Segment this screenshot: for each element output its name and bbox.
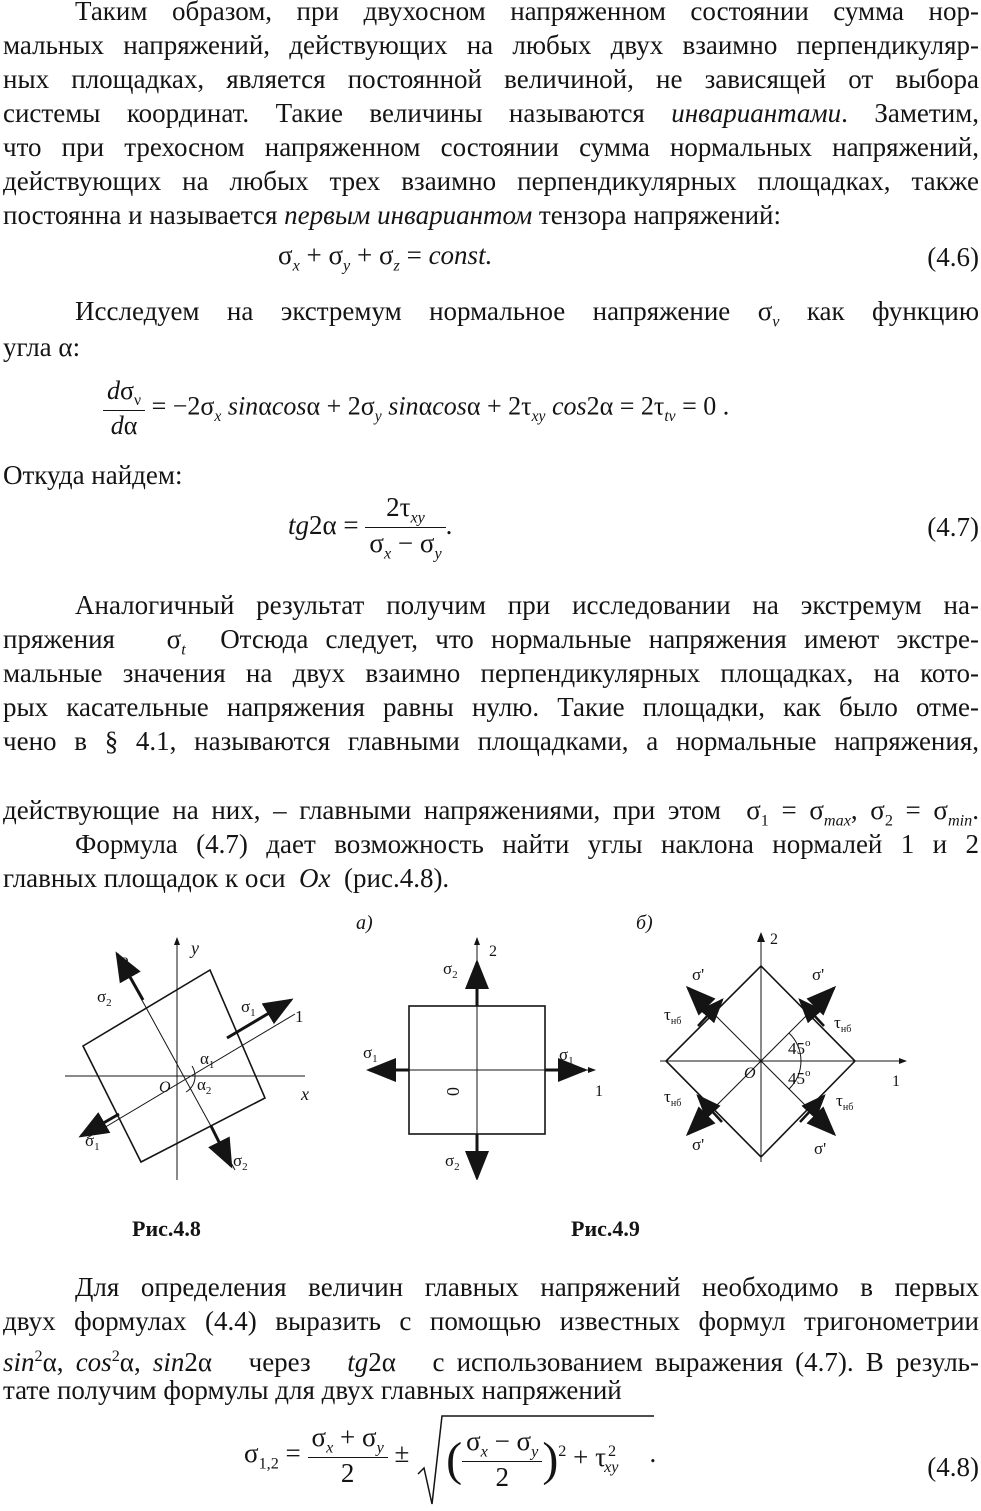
svg-text:σ': σ' bbox=[814, 1139, 827, 1158]
svg-text:45o: 45$^o$ bbox=[788, 1067, 811, 1088]
svg-text:x: x bbox=[301, 1084, 309, 1104]
para4-line6-text: действующие на них, – главными напряжениями, при этом bbox=[3, 795, 721, 825]
para6-line4: тате получим формулы для двух главных напряжений bbox=[3, 1375, 622, 1405]
sigma-nu-symbol: $\sigma_\nu$ bbox=[757, 296, 780, 331]
sigma1-arrow-right bbox=[227, 1000, 291, 1038]
svg-text:σ2: $\sigma_2$ bbox=[97, 987, 112, 1009]
para2-line1-text: Исследуем на экстремум нормальное напряжение bbox=[75, 296, 731, 326]
axis-ox: Ox bbox=[299, 863, 331, 893]
term-first-invariant: первым инвариантом bbox=[284, 200, 533, 230]
equation-4-8-number: (4.8) bbox=[927, 1452, 979, 1482]
para6-line1: Для определения величин главных напряжений необходимо в первых bbox=[75, 1272, 979, 1302]
para1-line4-tail: . Заметим, bbox=[841, 98, 980, 128]
figure-4-8-caption: Рис.4.8 bbox=[132, 1216, 201, 1241]
svg-text:α1: $\alpha_1$ bbox=[200, 1049, 215, 1071]
svg-text:τнб: $\tau_{нб}$ bbox=[836, 1091, 854, 1113]
para1-line4-text: системы координат. Такие величины называются bbox=[3, 98, 645, 128]
svg-text:σ2: $\sigma_2$ bbox=[233, 1151, 248, 1173]
sigma-prime-ll bbox=[688, 1110, 712, 1134]
svg-text:σ': σ' bbox=[692, 1135, 705, 1154]
svg-text:2: 2 bbox=[489, 943, 497, 960]
svg-text:τнб: $\tau_{нб}$ bbox=[664, 1005, 682, 1027]
para1-line7 bbox=[3, 198, 979, 232]
figure-4-9-a-label: а) bbox=[356, 912, 373, 934]
equation-4-6: $\sigma_x + \sigma_y + \sigma_z$ = const. bbox=[278, 240, 493, 275]
para5-line2-tail: (рис.4.8). bbox=[344, 863, 450, 893]
svg-text:0: 0 bbox=[443, 1087, 463, 1096]
equation-4-7: tg2α = $\frac{2\tau_{xy}}{\sigma_x - \sigma_y}$ . bbox=[288, 492, 453, 563]
equation-4-7-number: (4.7) bbox=[927, 512, 979, 542]
figure-4-9-a bbox=[355, 930, 615, 1180]
svg-text:O: O bbox=[744, 1065, 756, 1082]
para2-line2: угла α: bbox=[3, 332, 81, 362]
svg-text:y: y bbox=[191, 938, 199, 958]
svg-text:σ1: $\sigma_1$ bbox=[363, 1043, 378, 1065]
svg-text:σ': σ' bbox=[812, 965, 825, 984]
term-invariants: инвариантами bbox=[671, 98, 842, 128]
para4-line3: мальные значения на двух взаимно перпендикулярных площадках, на кото- bbox=[3, 658, 979, 688]
sqrt-term: ( $\frac{\sigma_x - \sigma_y}{2}$ )$^2$ + τ $^2_{xy}$ bbox=[416, 1418, 622, 1493]
para1-line4 bbox=[3, 96, 979, 130]
equation-derivative: $\frac{d\sigma_\nu}{d\alpha}$ = $-2\sigma_x$ $\sin\alpha\cos\alpha + 2\sigma_y$ $\sin\alpha\cos\alpha + 2\tau_{xy}$ $\cos 2\alpha = 2\tau_{t\nu} = 0$ . bbox=[103, 376, 729, 441]
figure-4-9-b-label: б) bbox=[636, 912, 653, 934]
para6-line3-tail: с использованием выражения (4.7). В резуль- bbox=[432, 1347, 979, 1377]
para4-line2: пряжения $\sigma_t$ Отсюда следует, что нормальные напряжения имеют экстре- bbox=[3, 624, 980, 659]
svg-text:α2: $\alpha_2$ bbox=[197, 1075, 212, 1097]
fraction-mean-stress: $\frac{\sigma_x + \sigma_y}{2}$ bbox=[308, 1422, 388, 1489]
sigma-prime-lr bbox=[810, 1110, 834, 1134]
figure-4-9-caption: Рис.4.9 bbox=[571, 1216, 640, 1241]
para4-line1: Аналогичный результат получим при исследовании на экстремум на- bbox=[75, 590, 979, 620]
svg-text:2: 2 bbox=[121, 955, 129, 972]
para6-line2: двух формулах (4.4) выразить с помощью известных формул тригонометрии bbox=[3, 1306, 979, 1336]
fraction-tg2alpha: $\frac{2\tau_{xy}}{\sigma_x - \sigma_y}$ bbox=[365, 492, 445, 564]
para4-line2-text: пряжения bbox=[3, 624, 115, 654]
para5-line2 bbox=[3, 861, 979, 895]
figure-4-9-b bbox=[640, 928, 940, 1178]
para4-line5: чено в § 4.1, называются главными площадками, а нормальные напряжения, bbox=[3, 726, 979, 756]
para6-line3: $\sin^2\alpha$, $\cos^2\alpha$, sin2α через tg2α с использованием выражения (4.7). В резуль- bbox=[3, 1347, 979, 1377]
svg-text:1: 1 bbox=[892, 1073, 900, 1090]
tau-ll bbox=[698, 1096, 722, 1122]
para5-line1: Формула (4.7) дает возможность найти углы наклона нормалей 1 и 2 bbox=[75, 829, 979, 859]
para1-line3: ных площадках, является постоянной величиной, не зависящей от выбора bbox=[3, 64, 979, 94]
sqrt-sign bbox=[416, 1414, 656, 1508]
para3-line: Откуда найдем: bbox=[3, 460, 183, 490]
svg-text:2: 2 bbox=[770, 931, 778, 948]
fraction-half-difference: $\frac{\sigma_x - \sigma_y}{2}$ bbox=[462, 1426, 542, 1493]
svg-text:σ1: $\sigma_1$ bbox=[241, 997, 256, 1019]
svg-text:σ2: $\sigma_2$ bbox=[445, 1151, 460, 1173]
figure-4-8 bbox=[55, 930, 335, 1180]
fraction-dsigma-dalpha: $\frac{d\sigma_\nu}{d\alpha}$ bbox=[103, 376, 145, 441]
svg-text:1: 1 bbox=[595, 1083, 603, 1100]
svg-text:1: 1 bbox=[295, 1007, 304, 1026]
svg-text:σ1: $\sigma_1$ bbox=[559, 1045, 574, 1067]
tau-lr bbox=[800, 1096, 824, 1122]
para1-line6: действующих на любых трех взаимно перпендикулярных площадках, также bbox=[3, 166, 979, 196]
sigma2-arrow-down bbox=[211, 1126, 231, 1166]
tau-ur bbox=[800, 1000, 824, 1026]
svg-text:45o: 45$^o$ bbox=[788, 1037, 811, 1058]
para2-line2-text: угла bbox=[3, 332, 52, 362]
para4-line2-tail: Отсюда следует, что нормальные напряжения имеют экстре- bbox=[220, 624, 980, 654]
para6-line3-through: через bbox=[248, 1347, 311, 1377]
svg-text:O: O bbox=[159, 1079, 171, 1096]
tau-ul bbox=[698, 1000, 722, 1026]
para1-line2: мальных напряжений, действующих на любых двух взаимно перпендикуляр- bbox=[3, 30, 979, 60]
sigma-prime-ul bbox=[688, 988, 712, 1012]
equation-4-6-number: (4.6) bbox=[927, 242, 979, 272]
para1-line1: Таким образом, при двухосном напряженном состоянии сумма нор- bbox=[75, 0, 979, 26]
para1-line7-text: постоянна и называется bbox=[3, 200, 278, 230]
para4-line6: действующие на них, – главными напряжениями, при этом $\sigma_1 = \sigma_{max}$, $\sigma_2 = \sigma_{min}$. bbox=[3, 795, 979, 830]
svg-text:σ2: $\sigma_2$ bbox=[443, 959, 458, 981]
svg-text:σ': σ' bbox=[692, 965, 705, 984]
equation-4-8: $\sigma_{1,2}$ = $\frac{\sigma_x + \sigma_y}{2}$ ± ( $\frac{\sigma_x - \sigma_y}{2}$ )$^2$ + τ $^2_{xy}$ . bbox=[244, 1418, 656, 1493]
para4-line4: рых касательные напряжения равны нулю. Такие площадки, как было отме- bbox=[3, 692, 979, 722]
para1-line7-tail: тензора напряжений: bbox=[538, 200, 781, 230]
sigma-prime-ur bbox=[810, 988, 834, 1012]
para5-line2-text: главных площадок к оси bbox=[3, 863, 286, 893]
axis-2-b-arrowhead bbox=[757, 932, 765, 942]
para1-line5: что при трехосном напряженном состоянии сумма нормальных напряжений, bbox=[3, 132, 979, 162]
svg-text:τнб: $\tau_{нб}$ bbox=[664, 1087, 682, 1109]
svg-text:σ1: $\sigma_1$ bbox=[85, 1131, 100, 1153]
svg-text:τнб: $\tau_{нб}$ bbox=[834, 1013, 852, 1035]
para2-line1-tail: как функцию bbox=[806, 296, 979, 326]
